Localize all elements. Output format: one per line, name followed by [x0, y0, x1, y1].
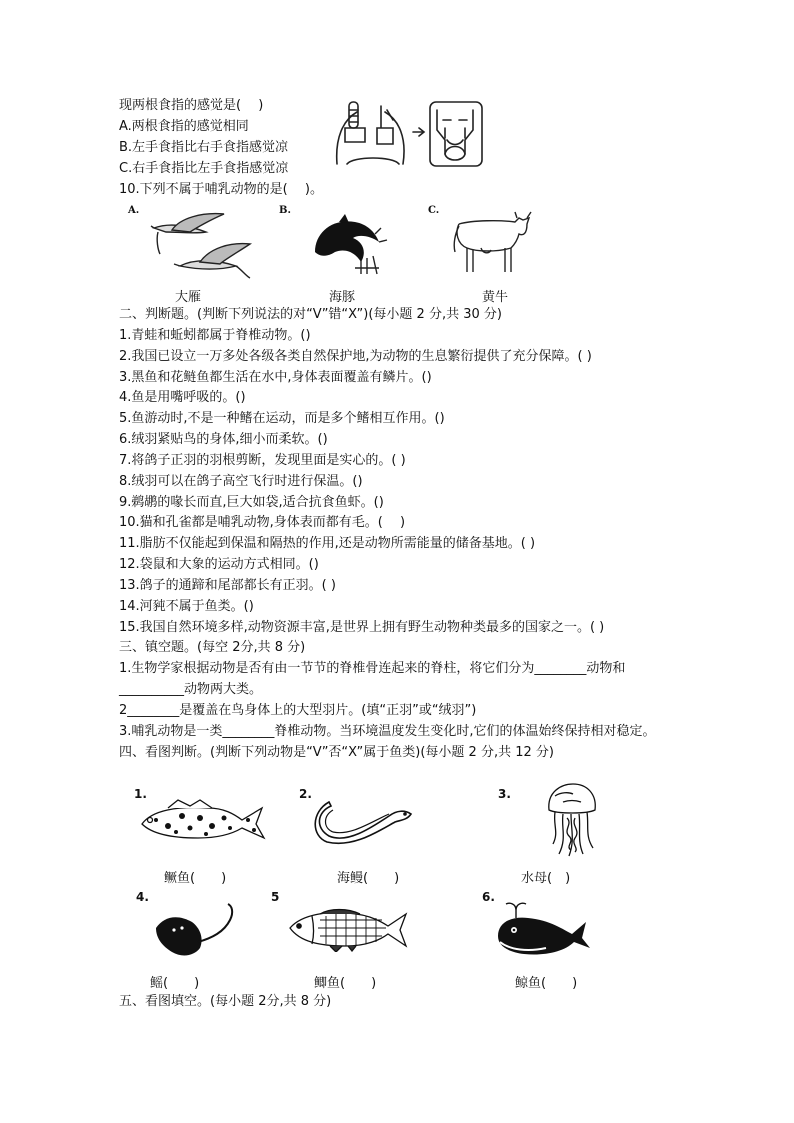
s4-label-6: 鲸鱼( )	[515, 976, 578, 991]
s2-item-7: 7.将鸽子正羽的羽根剪断，发现里面是实心的。( )	[119, 453, 406, 468]
q10-letter-a: A.	[128, 205, 140, 216]
s2-item-5: 5.鱼游动时,不是一种鳍在运动，而是多个鳍相互作用。()	[119, 411, 445, 426]
q10-stem: 10.下列不属于哺乳动物的是( )。	[119, 182, 323, 197]
q10-label-b: 海豚	[329, 290, 356, 305]
cattle-icon	[453, 208, 537, 274]
section4-title: 四、看图判断。(判断下列动物是“V”否“X”属于鱼类)(每小题 2 分,共 12 分)	[119, 745, 554, 760]
q10-letter-c: C.	[428, 205, 440, 216]
q9-option-c: C.右手食指比左手食指感觉凉	[119, 161, 289, 176]
s2-item-3: 3.黑鱼和花鲢鱼都生活在水中,身体表面覆盖有鳞片。()	[119, 370, 432, 385]
s2-item-8: 8.绒羽可以在鸽子高空飞行时进行保温。()	[119, 474, 363, 489]
s2-item-11: 11.脂肪不仅能起到保温和隔热的作用,还是动物所需能量的储备基地。( )	[119, 536, 536, 551]
s4-label-3: 水母( )	[521, 871, 571, 886]
q10-label-a: 大雁	[175, 290, 202, 305]
s2-item-9: 9.鹈鹕的喙长而直,巨大如袋,适合抗食鱼虾。()	[119, 495, 384, 510]
s4-num-1: 1.	[134, 787, 147, 801]
dolphin-icon	[309, 212, 391, 278]
wild-goose-icon	[150, 210, 256, 280]
s4-num-6: 6.	[482, 890, 495, 904]
s4-num-2: 2.	[299, 787, 312, 801]
s4-label-1: 鳜鱼( )	[164, 871, 227, 886]
s2-item-4: 4.鱼是用嘴呼吸的。()	[119, 390, 246, 405]
eel-icon	[311, 798, 415, 846]
q10-letter-b: B.	[279, 205, 291, 216]
finger-experiment-figure	[333, 98, 485, 170]
s2-item-1: 1.青蛙和蚯蚓都属于脊椎动物。()	[119, 328, 311, 343]
jellyfish-icon	[541, 782, 603, 858]
mandarin-fish-icon	[138, 798, 268, 844]
whale-icon	[494, 900, 592, 960]
s4-label-5: 鲫鱼( )	[314, 976, 377, 991]
q9-stem: 现两根食指的感觉是( )	[119, 98, 264, 113]
s3-line-4: 3.哺乳动物是一类________脊椎动物。当环境温度发生变化时,它们的体温始终保持相对稳定。	[119, 724, 656, 739]
s2-item-6: 6.绒羽紧贴鸟的身体,细小而柔软。()	[119, 432, 328, 447]
s2-item-2: 2.我国已设立一万多处各级各类自然保护地,为动物的生息繁衍提供了充分保障。( )	[119, 349, 592, 364]
s2-item-13: 13.鸽子的通蹄和尾部都长有正羽。( )	[119, 578, 336, 593]
s4-num-4: 4.	[136, 890, 149, 904]
crucian-carp-icon	[286, 906, 410, 952]
s3-line-1: 1.生物学家根据动物是否有由一节节的脊椎骨连起来的脊柱，将它们分为________动物和	[119, 661, 626, 676]
q10-label-c: 黄牛	[482, 290, 509, 305]
section3-title: 三、镇空题。(每空 2分,共 8 分)	[119, 640, 306, 655]
ray-icon	[152, 902, 238, 960]
s3-line-3: 2________是覆盖在鸟身体上的大型羽片。(填“正羽”或“绒羽”)	[119, 703, 477, 718]
s3-line-2: __________动物两大类。	[119, 682, 263, 697]
s4-num-5: 5	[271, 890, 280, 904]
s2-item-14: 14.河豘不属于鱼类。()	[119, 599, 254, 614]
section2-title: 二、判断题。(判断下列说法的对“V”错“X”)(每小题 2 分,共 30 分)	[119, 307, 502, 322]
s4-num-3: 3.	[498, 787, 511, 801]
s2-item-12: 12.袋鼠和大象的运动方式相同。()	[119, 557, 319, 572]
s4-label-4: 鳐( )	[150, 976, 200, 991]
s4-label-2: 海鳗( )	[337, 871, 400, 886]
s2-item-10: 10.猫和孔雀都是哺乳动物,身体表而都有毛。( )	[119, 515, 406, 530]
s2-item-15: 15.我国自然环境多样,动物资源丰富,是世界上拥有野生动物种类最多的国家之一。( )	[119, 620, 605, 635]
q9-option-a: A.两根食指的感觉相同	[119, 119, 249, 134]
section5-title: 五、看图填空。(每小题 2分,共 8 分)	[119, 994, 332, 1009]
q9-option-b: B.左手食指比右手食指感觉凉	[119, 140, 289, 155]
